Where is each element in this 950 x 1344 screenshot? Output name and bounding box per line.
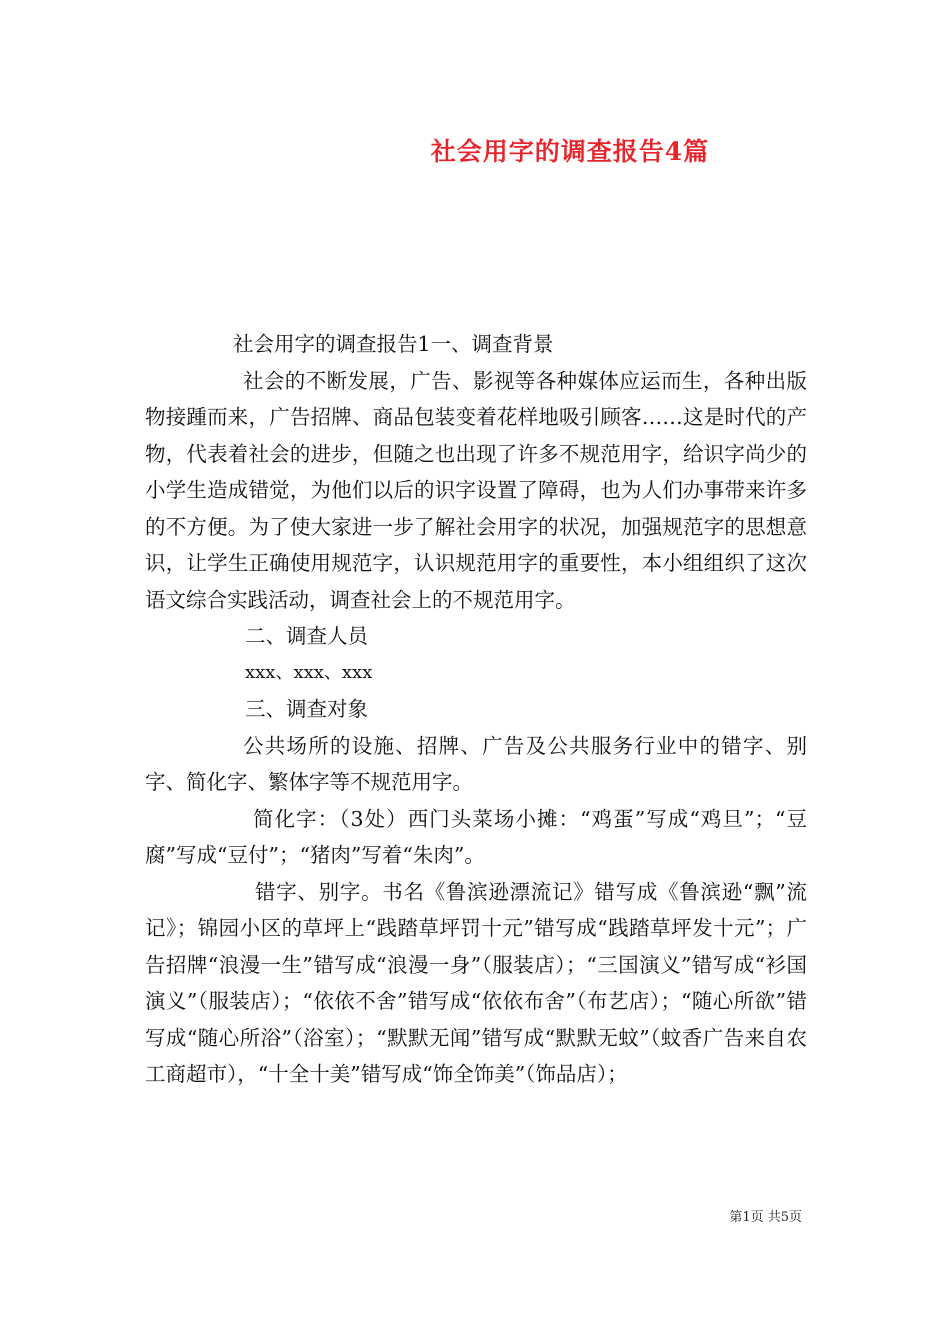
paragraph-background: 社会的不断发展，广告、影视等各种媒体应运而生，各种出版物接踵而来，广告招牌、商品包装变着花样地吸引顾客……这是时代的产物，代表着社会的进步，但随之也出现了许多不规范用字，给识字尚少的小学生造成错觉，为他们以后的识字设置了障碍，也为人们办事带来许多的不方便。为了使大家进一步了解社会用字的状况，加强规范字的思想意识，让学生正确使用规范字，认识规范用字的重要性，本小组组织了这次语文综合实践活动，调查社会上的不规范用字。 [145,368,807,612]
page-number: 第1页 共5页 [729,1210,802,1225]
document-title: 社会用字的调查报告4篇 [430,137,710,166]
personnel-names: xxx、xxx、xxx [245,661,373,683]
paragraph-wrong-chars: 错字、别字。书名《鲁滨逊漂流记》错写成《鲁滨逊“飘”流记》；锦园小区的草坪上“践踏草坪罚十元”错写成“践踏草坪发十元”；广告招牌“浪漫一生”错写成“浪漫一身”（服装店）；“三国演义”错写成“衫国演义”（服装店）；“依依不舍”错写成“依依布舍”（布艺店）；“随心所欲”错写成“随心所浴”（浴室）；“默默无闻”错写成“默默无蚊”（蚊香广告来自农工商超市），“十全十美”错写成“饰全饰美”（饰品店）； [145,879,807,1086]
section-heading-subjects: 三、调查对象 [245,697,368,721]
section-heading-personnel: 二、调查人员 [245,624,368,648]
paragraph-subjects: 公共场所的设施、招牌、广告及公共服务行业中的错字、别字、简化字、繁体字等不规范用字。 [145,733,807,794]
document-body [145,326,807,1093]
paragraph-simplified-chars: 简化字：（3处）西门头菜场小摊：“鸡蛋”写成“鸡旦”；“豆腐”写成“豆付”；“猪肉”写着“朱肉”。 [145,806,807,867]
section-heading-background: 社会用字的调查报告1一、调查背景 [233,332,554,356]
